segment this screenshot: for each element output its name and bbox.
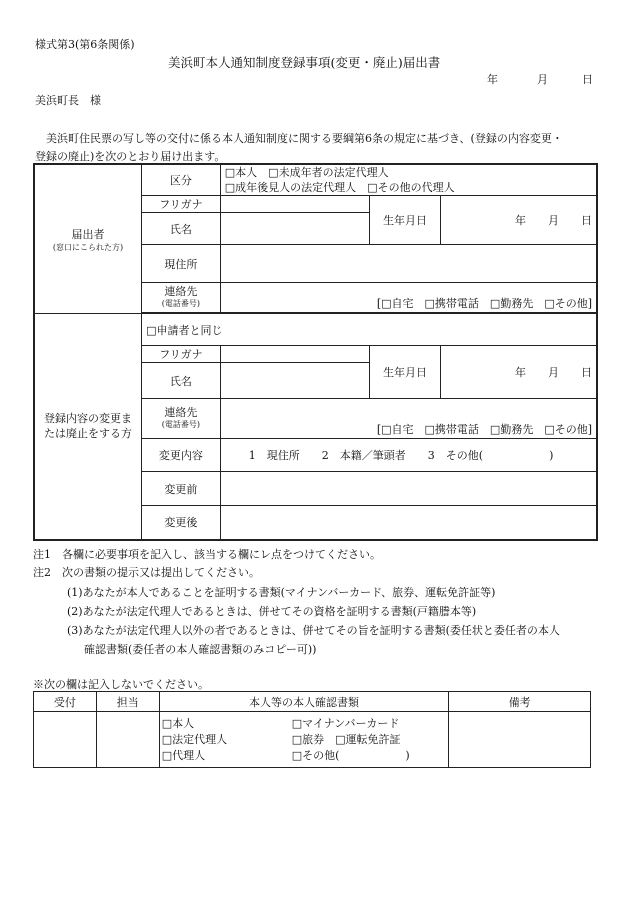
kubun-label: 区分 [142,164,221,196]
office-uketsuke: 受付 [34,692,97,712]
name-label-1: 氏名 [142,213,221,245]
note-1: 注1 各欄に必要事項を記入し、該当する欄にレ点をつけてください。 [33,548,381,561]
office-docs-cell [159,712,449,768]
section2-label-cell [34,314,142,540]
office-tanto: 担当 [96,692,159,712]
office-uketsuke-cell [34,712,97,768]
birth-year-1: 年 [515,214,526,227]
date-year-label: 年 [487,73,498,86]
birth-label-1: 生年月日 [370,196,441,245]
change-content-label: 変更内容 [142,439,221,472]
name-field-1[interactable] [220,213,369,245]
contact-label-cell-2 [142,399,221,439]
birth-month-1: 月 [548,214,559,227]
intro-line-1: 美浜町住民票の写し等の交付に係る本人通知制度に関する要綱第6条の規定に基づき、(登録の内容変更・ [46,132,563,145]
note-item-3b: 確認書類(委任者の本人確認書類のみコピー可)) [84,643,317,656]
section2-label-line1: 登録内容の変更ま [44,412,133,426]
after-field[interactable] [220,506,597,540]
form-title: 美浜町本人通知制度登録事項(変更・廃止)届出書 [168,55,441,70]
after-label: 変更後 [142,506,221,540]
doc-houtei: □法定代理人 [161,732,228,746]
contact-field-2[interactable] [220,399,597,439]
birth-field-1[interactable] [440,196,597,245]
note-item-1: (1)あなたが本人であることを証明する書類(マイナンバーカード、旅券、運転免許証等) [67,586,496,599]
office-table [33,691,591,768]
main-form-table [33,163,598,541]
office-caption: ※次の欄は記入しないでください。 [33,678,209,691]
contact-label-1: 連絡先 [164,284,198,298]
birth-day-1: 日 [581,214,592,227]
form-number: 様式第3(第6条関係) [35,38,135,51]
doc-other: □その他( ) [291,748,410,762]
doc-passport-license: □旅券 □運転免許証 [291,732,401,746]
kubun-options[interactable] [220,164,597,196]
contact-sub-2: (電話番号) [161,419,201,429]
kubun-options-line1: □本人 □未成年者の法定代理人 [224,166,389,179]
furigana-field-2[interactable] [220,346,369,363]
before-field[interactable] [220,472,597,506]
birth-day-2: 日 [581,366,592,379]
office-tanto-cell [96,712,159,768]
change-content-options[interactable]: 1 現住所 2 本籍／筆頭者 3 その他( ) [220,439,597,472]
section1-label: 届出者 [71,227,105,241]
section1-sublabel: (窓口にこられた方) [52,242,124,252]
doc-mynumber: □マイナンバーカード [291,716,400,730]
contact-label-cell-1 [142,283,221,313]
note-item-2: (2)あなたが法定代理人であるときは、併せてその資格を証明する書類(戸籍謄本等) [67,605,477,618]
name-label-2: 氏名 [142,363,221,399]
section1-label-cell [34,164,142,314]
before-label: 変更前 [142,472,221,506]
contact-label-2: 連絡先 [164,405,198,419]
note-item-3a: (3)あなたが法定代理人以外の者であるときは、併せてその旨を証明する書類(委任状と委任者の本人 [67,624,560,637]
birth-month-2: 月 [548,366,559,379]
furigana-label-2: フリガナ [142,346,221,363]
office-biko-cell [449,712,591,768]
doc-dairi: □代理人 [161,748,206,762]
contact-field-1[interactable] [220,283,597,313]
same-as-applicant-checkbox[interactable]: □申請者と同じ [142,314,597,346]
contact-sub-1: (電話番号) [161,298,201,308]
address-label: 現住所 [142,245,221,283]
birth-label-2: 生年月日 [370,346,441,399]
date-month-label: 月 [537,73,548,86]
birth-field-2[interactable] [440,346,597,399]
doc-honnin: □本人 [161,716,195,730]
intro-line-2: 登録の廃止)を次のとおり届け出ます。 [35,150,226,163]
section2-label-line2: たは廃止をする方 [44,427,133,441]
office-biko: 備考 [449,692,591,712]
furigana-field-1[interactable] [220,196,369,213]
office-docs: 本人等の本人確認書類 [159,692,449,712]
furigana-label-1: フリガナ [142,196,221,213]
birth-year-2: 年 [515,366,526,379]
contact-options-1: [□自宅 □携帯電話 □勤務先 □その他] [376,297,592,310]
note-2: 注2 次の書類の提示又は提出してください。 [33,566,260,579]
kubun-options-line2: □成年後見人の法定代理人 □その他の代理人 [224,181,455,194]
contact-options-2: [□自宅 □携帯電話 □勤務先 □その他] [376,423,592,436]
date-day-label: 日 [582,73,593,86]
name-field-2[interactable] [220,363,369,399]
address-field[interactable] [220,245,597,283]
addressee: 美浜町長 様 [35,94,101,107]
